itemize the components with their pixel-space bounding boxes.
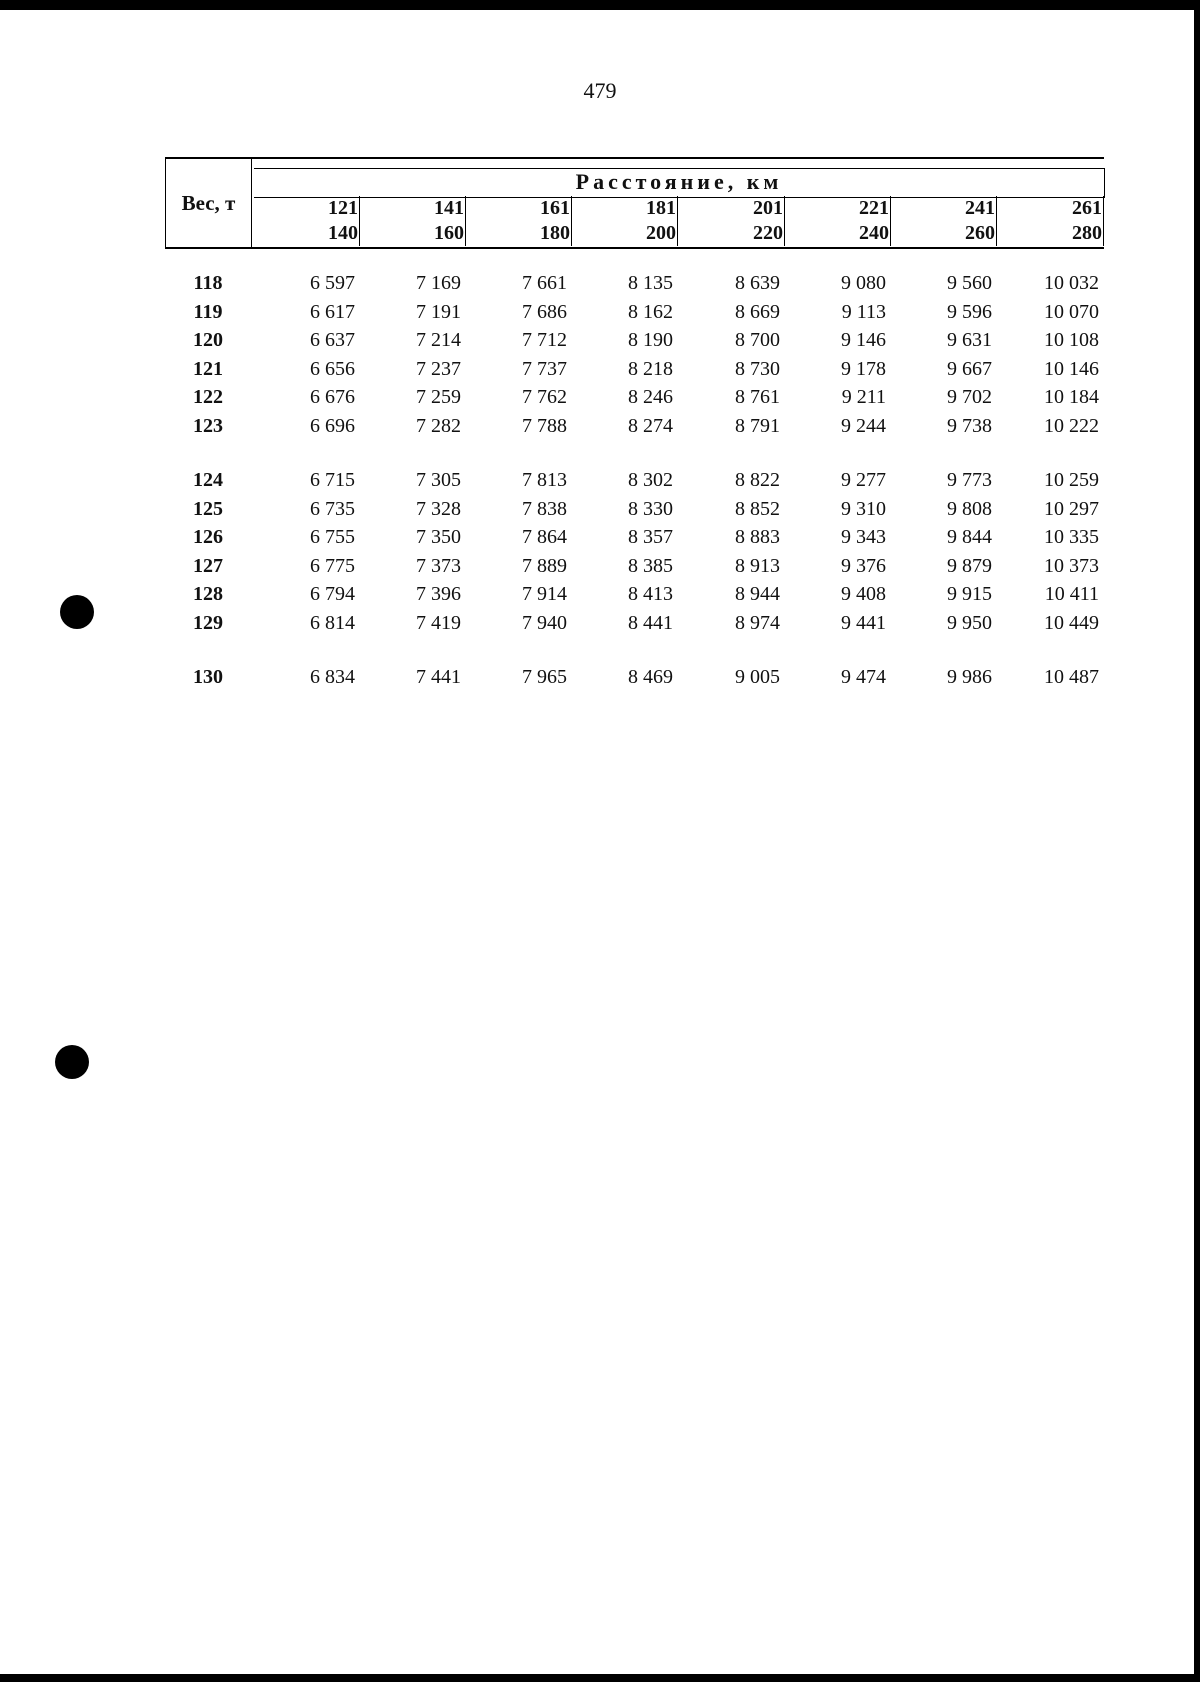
value-cell: 9 474	[841, 666, 886, 688]
scan-border-bottom	[0, 1674, 1200, 1682]
value-cell: 6 735	[310, 497, 355, 520]
value-cell: 7 396	[416, 583, 461, 605]
value-cell: 8 822	[735, 469, 780, 491]
value-cell: 10 070	[1044, 300, 1099, 323]
value-cell: 7 282	[416, 414, 461, 437]
value-cell: 6 637	[310, 329, 355, 351]
value-cell: 7 813	[522, 469, 567, 491]
value-cell: 8 700	[735, 329, 780, 351]
table-header	[165, 157, 1104, 249]
range-from: 221	[859, 197, 889, 219]
value-cell: 8 357	[628, 526, 673, 548]
value-cell: 7 214	[416, 329, 461, 351]
value-cell: 9 146	[841, 329, 886, 351]
value-cell: 7 441	[416, 666, 461, 688]
value-cell: 8 413	[628, 583, 673, 605]
punch-hole-icon	[60, 595, 94, 629]
distance-header: Расстояние, км	[254, 168, 1105, 198]
value-cell: 10 449	[1044, 611, 1099, 634]
value-cell: 10 184	[1044, 386, 1099, 408]
weight-cell: 129	[193, 611, 223, 634]
table-body	[165, 272, 1105, 695]
value-cell: 7 965	[522, 666, 567, 688]
value-cell: 8 218	[628, 357, 673, 380]
value-cell: 9 808	[947, 497, 992, 520]
value-cell: 9 211	[841, 386, 886, 408]
value-cell: 9 596	[947, 300, 992, 323]
value-cell: 7 940	[522, 611, 567, 634]
weight-cell: 121	[193, 357, 223, 380]
value-cell: 7 788	[522, 414, 567, 437]
table-row	[165, 272, 1105, 301]
table-row	[165, 301, 1105, 330]
value-cell: 9 773	[947, 469, 992, 491]
range-from: 201	[753, 197, 783, 219]
value-cell: 9 277	[841, 469, 886, 491]
value-cell: 9 080	[841, 272, 886, 294]
value-cell: 9 950	[947, 611, 992, 634]
value-cell: 9 408	[841, 583, 886, 605]
value-cell: 9 631	[947, 329, 992, 351]
value-cell: 7 259	[416, 386, 461, 408]
weight-cell: 128	[193, 583, 223, 605]
value-cell: 7 914	[522, 583, 567, 605]
range-from: 121	[328, 197, 358, 219]
value-cell: 7 191	[416, 300, 461, 323]
value-cell: 8 302	[628, 469, 673, 491]
value-cell: 10 297	[1044, 497, 1099, 520]
value-cell: 7 350	[416, 526, 461, 548]
value-cell: 8 852	[735, 497, 780, 520]
value-cell: 8 441	[628, 611, 673, 634]
table-row	[165, 386, 1105, 415]
range-to: 180	[540, 222, 570, 244]
range-to: 160	[434, 222, 464, 244]
distance-range-header	[254, 196, 360, 246]
value-cell: 9 005	[735, 666, 780, 688]
value-cell: 10 032	[1044, 272, 1099, 294]
range-to: 140	[328, 222, 358, 244]
value-cell: 7 305	[416, 469, 461, 491]
value-cell: 10 335	[1044, 526, 1099, 548]
value-cell: 8 162	[628, 300, 673, 323]
value-cell: 8 913	[735, 554, 780, 577]
value-cell: 9 844	[947, 526, 992, 548]
table-row	[165, 612, 1105, 641]
value-cell: 9 376	[841, 554, 886, 577]
value-cell: 8 190	[628, 329, 673, 351]
value-cell: 7 661	[522, 272, 567, 294]
value-cell: 6 794	[310, 583, 355, 605]
range-from: 181	[646, 197, 676, 219]
range-from: 261	[1072, 197, 1102, 219]
distance-range-header	[679, 196, 785, 246]
distance-range-header	[360, 196, 466, 246]
value-cell: 10 487	[1044, 666, 1099, 688]
value-cell: 7 838	[522, 497, 567, 520]
value-cell: 8 274	[628, 414, 673, 437]
value-cell: 10 146	[1044, 357, 1099, 380]
value-cell: 6 755	[310, 526, 355, 548]
value-cell: 6 656	[310, 357, 355, 380]
distance-range-header	[891, 196, 997, 246]
value-cell: 6 597	[310, 272, 355, 294]
range-from: 141	[434, 197, 464, 219]
weight-cell: 125	[193, 497, 223, 520]
table-row	[165, 498, 1105, 527]
value-cell: 8 791	[735, 414, 780, 437]
distance-ranges	[254, 196, 1104, 246]
weight-cell: 127	[193, 554, 223, 577]
value-cell: 7 712	[522, 329, 567, 351]
table-row	[165, 526, 1105, 555]
value-cell: 9 702	[947, 386, 992, 408]
range-to: 200	[646, 222, 676, 244]
value-cell: 7 864	[522, 526, 567, 548]
value-cell: 7 169	[416, 272, 461, 294]
weight-cell: 126	[193, 526, 223, 548]
value-cell: 9 244	[841, 414, 886, 437]
value-cell: 8 669	[735, 300, 780, 323]
scan-border-top	[0, 0, 1200, 10]
value-cell: 6 696	[310, 414, 355, 437]
value-cell: 8 974	[735, 611, 780, 634]
value-cell: 9 113	[841, 300, 886, 323]
value-cell: 6 676	[310, 386, 355, 408]
table-row	[165, 358, 1105, 387]
value-cell: 9 738	[947, 414, 992, 437]
value-cell: 7 686	[522, 300, 567, 323]
range-from: 241	[965, 197, 995, 219]
value-cell: 8 469	[628, 666, 673, 688]
weight-column-header: Вес, т	[166, 159, 252, 247]
distance-range-header	[998, 196, 1104, 246]
weight-cell: 123	[193, 414, 223, 437]
value-cell: 10 222	[1044, 414, 1099, 437]
distance-range-header	[572, 196, 678, 246]
range-to: 280	[1072, 222, 1102, 244]
value-cell: 6 775	[310, 554, 355, 577]
value-cell: 7 328	[416, 497, 461, 520]
value-cell: 9 560	[947, 272, 992, 294]
table-row	[165, 329, 1105, 358]
value-cell: 10 373	[1044, 554, 1099, 577]
distance-range-header	[466, 196, 572, 246]
table-row	[165, 666, 1105, 695]
range-from: 161	[540, 197, 570, 219]
value-cell: 8 730	[735, 357, 780, 380]
value-cell: 7 889	[522, 554, 567, 577]
value-cell: 9 441	[841, 611, 886, 634]
value-cell: 10 411	[1044, 583, 1099, 605]
value-cell: 8 761	[735, 386, 780, 408]
value-cell: 9 986	[947, 666, 992, 688]
value-cell: 10 108	[1044, 329, 1099, 351]
range-to: 240	[859, 222, 889, 244]
value-cell: 6 814	[310, 611, 355, 634]
value-cell: 7 237	[416, 357, 461, 380]
value-cell: 8 330	[628, 497, 673, 520]
value-cell: 9 667	[947, 357, 992, 380]
table-row	[165, 469, 1105, 498]
weight-cell: 118	[193, 272, 223, 294]
value-cell: 6 715	[310, 469, 355, 491]
weight-cell: 120	[193, 329, 223, 351]
value-cell: 6 617	[310, 300, 355, 323]
value-cell: 8 944	[735, 583, 780, 605]
table-row	[165, 555, 1105, 584]
value-cell: 9 178	[841, 357, 886, 380]
table-row	[165, 583, 1105, 612]
value-cell: 8 639	[735, 272, 780, 294]
weight-cell: 119	[193, 300, 223, 323]
value-cell: 8 883	[735, 526, 780, 548]
distance-range-header	[785, 196, 891, 246]
value-cell: 9 343	[841, 526, 886, 548]
value-cell: 7 737	[522, 357, 567, 380]
value-cell: 8 385	[628, 554, 673, 577]
page-number: 479	[583, 78, 617, 103]
value-cell: 8 246	[628, 386, 673, 408]
value-cell: 9 915	[947, 583, 992, 605]
value-cell: 7 419	[416, 611, 461, 634]
value-cell: 10 259	[1044, 469, 1099, 491]
punch-hole-icon	[55, 1045, 89, 1079]
value-cell: 9 310	[841, 497, 886, 520]
weight-cell: 124	[193, 469, 223, 491]
value-cell: 8 135	[628, 272, 673, 294]
value-cell: 6 834	[310, 666, 355, 688]
scan-border-right	[1194, 0, 1200, 1682]
range-to: 260	[965, 222, 995, 244]
value-cell: 9 879	[947, 554, 992, 577]
range-to: 220	[753, 222, 783, 244]
value-cell: 7 373	[416, 554, 461, 577]
value-cell: 7 762	[522, 386, 567, 408]
weight-cell: 122	[193, 386, 223, 408]
table-row	[165, 415, 1105, 444]
weight-cell: 130	[193, 666, 223, 688]
